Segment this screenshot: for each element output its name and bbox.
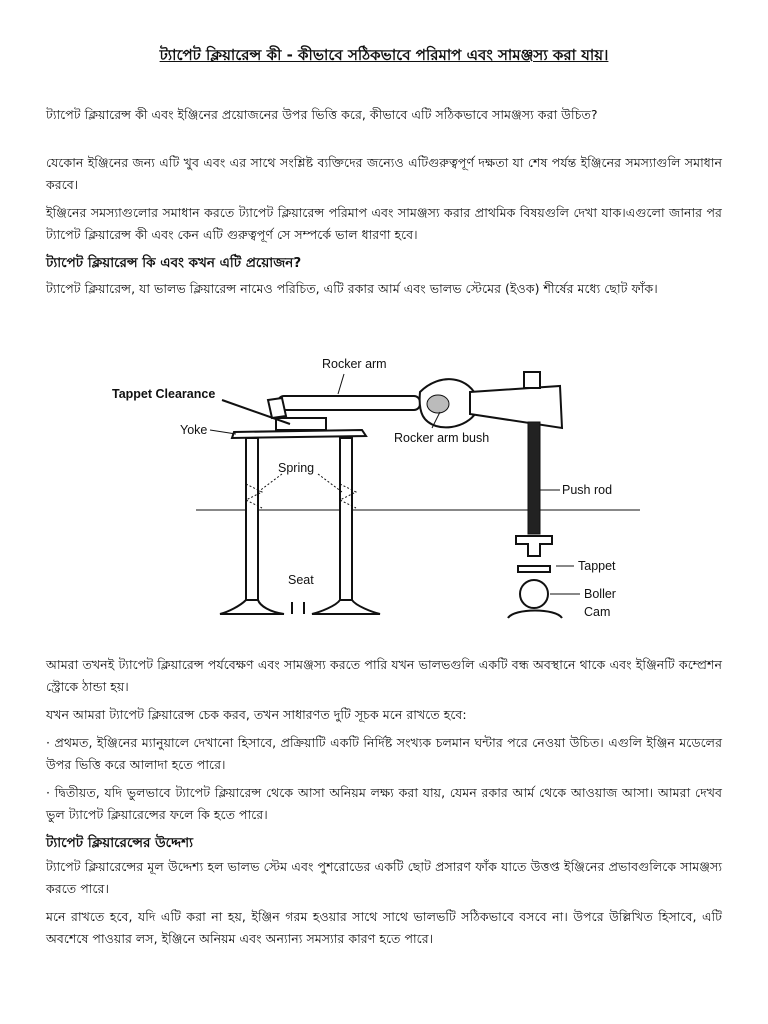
section-heading-what-when: ট্যাপেট ক্লিয়ারেন্স কি এবং কখন এটি প্রয়োজন? bbox=[46, 255, 302, 271]
rocker-tip bbox=[268, 398, 286, 418]
valve-stem-left bbox=[246, 438, 258, 608]
yoke-top bbox=[276, 418, 326, 430]
section-heading-purpose: ট্যাপেট ক্লিয়ারেন্সের উদ্দেশ্য bbox=[46, 835, 193, 851]
paragraph-basics: ইঞ্জিনের সমস্যাগুলোর সমাধান করতে ট্যাপেট ক্লিয়ারেন্স পরিমাপ এবং সামঞ্জস্য করার প্রাথমিক বিষয়গুলি দেখা যাক।এগুলো জানার পর ট্যাপেট ক্লিয়ারেন্স কী এবং কেন এটি গুরুত্বপূর্ণ সে সম্পর্কে ভাল ধারণা হবে। bbox=[46, 205, 722, 242]
label-rocker-arm: Rocker arm bbox=[322, 357, 387, 371]
boller-shape bbox=[520, 580, 548, 608]
label-boller: Boller bbox=[584, 587, 616, 601]
adjusting-screw bbox=[524, 372, 540, 388]
paragraph-intro: ট্যাপেট ক্লিয়ারেন্স কী এবং ইঞ্জিনের প্রয়োজনের উপর ভিত্তি করে, কীভাবে এটি সঠিকভাবে সামঞ্জস্য করা উচিত? bbox=[46, 107, 598, 122]
paragraph-warning: মনে রাখতে হবে, যদি এটি করা না হয়, ইঞ্জিন গরম হওয়ার সাথে সাথে ভালভটি সঠিকভাবে বসবে না। উপরে উল্লিখিত হিসাবে, এটি অবশেষে পাওয়ার লস, ইঞ্জিনে অনিয়ম এবং অন্যান্য সমস্যার কারণ হতে পারে। bbox=[46, 909, 722, 946]
valve-stem-right bbox=[340, 438, 352, 608]
paragraph-first-point: · প্রথমত, ইঞ্জিনের ম্যানুয়ালে দেখানো হিসাবে, প্রক্রিয়াটি একটি নির্দিষ্ট সংখ্যক চলমান ঘন্টার পরে নেওয়া উচিত। এগুলি ইঞ্জিন মডেলের উপর ভিত্তি করে আলাদা হতে পারে। bbox=[46, 735, 722, 772]
tappet-shape bbox=[516, 536, 552, 556]
label-yoke: Yoke bbox=[180, 423, 208, 437]
valve-head-left bbox=[220, 600, 284, 614]
yoke-shape bbox=[232, 430, 366, 438]
label-cam: Cam bbox=[584, 605, 611, 619]
label-seat: Seat bbox=[288, 573, 314, 587]
label-tappet-clearance: Tappet Clearance bbox=[112, 387, 216, 401]
valve-head-right bbox=[312, 600, 380, 614]
label-spring: Spring bbox=[278, 461, 315, 475]
paragraph-definition: ট্যাপেট ক্লিয়ারেন্স, যা ভালভ ক্লিয়ারেন্স নামেও পরিচিত, এটি রকার আর্ম এবং ভালভ স্টেমের (ইওক) শীর্ষের মধ্যে ছোট ফাঁক। bbox=[46, 281, 658, 296]
label-tappet: Tappet bbox=[578, 559, 616, 573]
push-rod-shape bbox=[528, 422, 540, 534]
cam-shape bbox=[508, 611, 562, 619]
page-title: ট্যাপেট ক্লিয়ারেন্স কী - কীভাবে সঠিকভাবে পরিমাপ এবং সামঞ্জস্য করা যায়। bbox=[159, 46, 609, 64]
rocker-arm-bush-shape bbox=[427, 395, 449, 413]
leader-yoke bbox=[210, 430, 236, 434]
label-rocker-arm-bush: Rocker arm bush bbox=[394, 431, 490, 445]
label-push-rod: Push rod bbox=[562, 483, 613, 497]
paragraph-importance: যেকোন ইঞ্জিনের জন্য এটি খুব এবং এর সাথে সংশ্লিষ্ট ব্যক্তিদের জন্যেও এটিগুরুত্বপূর্ণ দক্ষতা যা শেষ পর্যন্ত ইঞ্জিনের সমস্যাগুলি সমাধান করবে। bbox=[46, 155, 722, 192]
paragraph-purpose: ট্যাপেট ক্লিয়ারেন্সের মূল উদ্দেশ্য হল ভালভ স্টেম এবং পুশরোডের একটি ছোট প্রসারণ ফাঁক যাতে উত্তপ্ত ইঞ্জিনের প্রভাবগুলিকে সামঞ্জস্য করতে পারে। bbox=[46, 859, 722, 896]
leader-rocker-arm bbox=[338, 374, 344, 394]
leader-spring-right bbox=[318, 474, 342, 492]
paragraph-indicators: যখন আমরা ট্যাপেট ক্লিয়ারেন্স চেক করব, তখন সাধারণত দুটি সূচক মনে রাখতে হবে: bbox=[46, 707, 467, 722]
leader-spring-left bbox=[258, 474, 282, 492]
paragraph-second-point: · দ্বিতীয়ত, যদি ভুলভাবে ট্যাপেট ক্লিয়ারেন্স থেকে আসা অনিয়ম লক্ষ্য করা যায়, যেমন রকার আর্ম থেকে আওয়াজ আসা। আমরা দেখব ভুল ট্যাপেট ক্লিয়ারেন্সের ফলে কি হতে পারে। bbox=[46, 785, 722, 822]
rocker-arm-right-end bbox=[470, 386, 562, 428]
paragraph-observation: আমরা তখনই ট্যাপেট ক্লিয়ারেন্স পর্যবেক্ষণ এবং সামঞ্জস্য করতে পারি যখন ভালভগুলি একটি বন্ধ অবস্থানে থাকে এবং ইঞ্জিনটি কম্প্রেশন স্ট্রোকে ঠান্ডা হয়। bbox=[46, 657, 722, 694]
tappet-base bbox=[518, 566, 550, 572]
rocker-arm-shape bbox=[278, 396, 420, 410]
